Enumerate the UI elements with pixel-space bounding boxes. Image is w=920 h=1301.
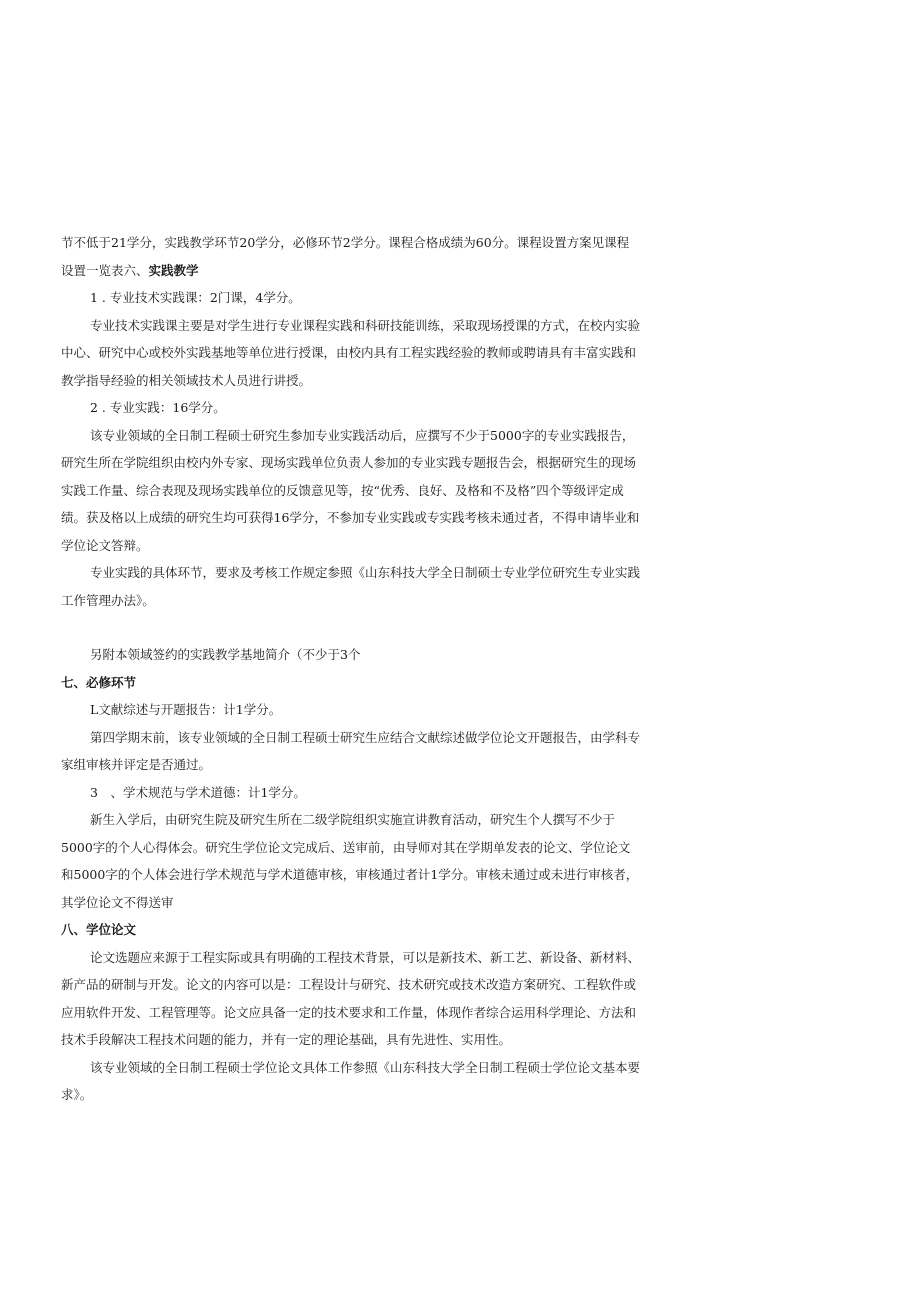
section-heading-practice-teaching: 实践教学: [148, 262, 199, 278]
paragraph-thesis-topic: 论文选题应来源于工程实际或具有明确的工程技术背景，可以是新技术、新工艺、新设备、新材料、新产品的研制与开发。论文的内容可以是：工程设计与研究、技术研究或技术改造方案研究、工程软件或应用软件开发、工程管理等。论文应具备一定的技术要求和工作量，体现作者综合运用科学理论、方法和技术手段解决工程技术问题的能力，并有一定的理论基础，具有先进性、实用性。: [61, 949, 641, 1047]
section-heading-required-links: 七、必修环节: [61, 674, 137, 690]
list-item-academic-ethics: 3 、学术规范与学术道德：计1学分。: [90, 784, 306, 800]
list-item-literature-review: L文献综述与开题报告：计1学分。: [90, 702, 282, 717]
paragraph-academic-ethics: 新生入学后，由研究生院及研究生所在二级学院组织实施宣讲教育活动，研究生个人撰写不少于5000字的个人心得体会。研究生学位论文完成后、送审前，由导师对其在学期单发表的论文、学位论文和5000字的个人体会进行学术规范与学术道德审核，审核通过者计1学分。审核未通过或未进行审核者，其学位论文不得送审: [61, 812, 639, 910]
section-heading-thesis: 八、学位论文: [61, 922, 137, 937]
paragraph-literature-review: 第四学期末前，该专业领域的全日制工程硕士研究生应结合文献综述做学位论文开题报告，由学科专家组审核并评定是否通过。: [61, 729, 641, 772]
paragraph-thesis-requirements: 该专业领域的全日制工程硕士学位论文具体工作参照《山东科技大学全日制工程硕士学位论文基本要求》。: [61, 1059, 641, 1102]
list-item-technical-practice-course: 1 . 专业技术实践课：2门课，4学分。: [90, 290, 301, 305]
paragraph-course-credits: [61, 229, 641, 284]
list-item-professional-practice: 2 . 专业实践：16学分。: [90, 400, 226, 415]
paragraph-technical-practice: 专业技术实践课主要是对学生进行专业课程实践和科研技能训练，采取现场授课的方式，在校内实验中心、研究中心或校外实践基地等单位进行授课，由校内具有工程实践经验的教师或聘请具有丰富实践和教学指导经验的相关领域技术人员进行讲授。: [61, 317, 641, 388]
document-body: [61, 229, 641, 1109]
paragraph-practice-base-appendix: 另附本领域签约的实践教学基地简介（不少于3个: [90, 647, 361, 662]
paragraph-professional-practice: 该专业领域的全日制工程硕士研究生参加专业实践活动后，应撰写不少于5000字的专业实践报告，研究生所在学院组织由校内外专家、现场实践单位负责人参加的专业实践专题报告会，根据研究生的现场实践工作量、综合表现及现场实践单位的反馈意见等，按“优秀、良好、及格和不及格”四个等级评定成绩。获及格以上成绩的研究生均可获得16学分，不参加专业实践或专实践考核未通过者，不得申请毕业和学位论文答辩。: [61, 427, 640, 553]
paragraph-text: 节不低于21学分，实践教学环节20学分，必修环节2学分。课程合格成绩为60分。课程设置方案见课程设置一览表六、: [61, 235, 630, 278]
paragraph-practice-requirements: 专业实践的具体环节，要求及考核工作规定参照《山东科技大学全日制硕士专业学位研究生专业实践工作管理办法》。: [61, 565, 641, 608]
blank-line: [61, 614, 641, 641]
